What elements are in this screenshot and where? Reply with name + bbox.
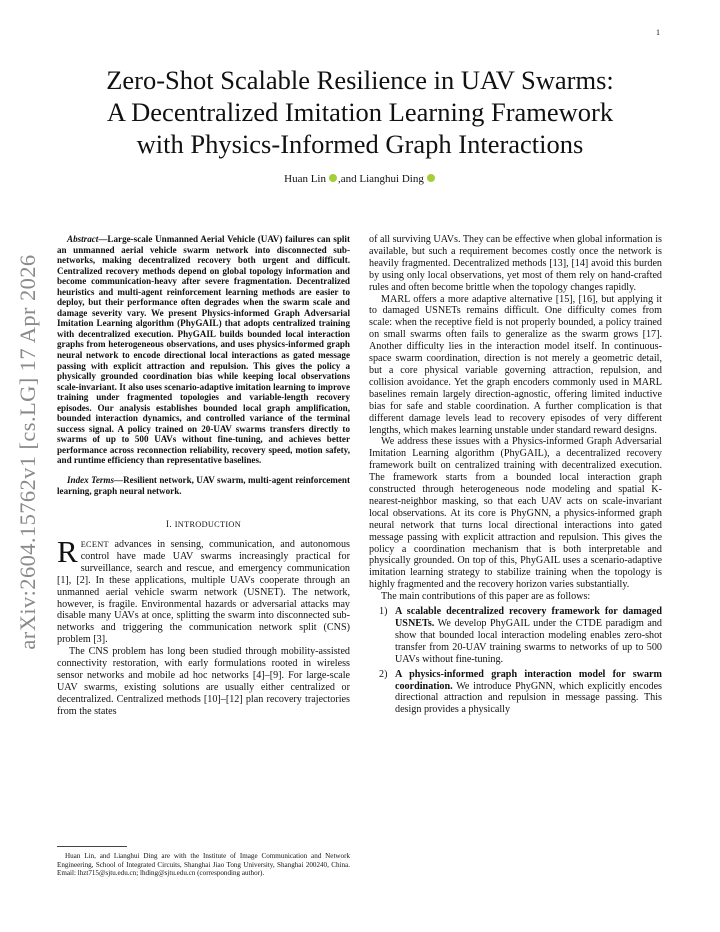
right-column <box>369 234 662 719</box>
footnote-rule <box>57 846 127 847</box>
index-terms-lead: Index Terms <box>67 475 115 486</box>
author-list <box>60 173 660 185</box>
abstract-lead: Abstract <box>67 234 99 244</box>
contribution-text: We introduce PhyGNN, which explicitly encodes directional attraction and repulsion in message passing. This design provides a physically <box>395 680 662 716</box>
title-line-2: A Decentralized Imitation Learning Framework <box>106 97 614 127</box>
intro-smallcaps: ECENT <box>80 540 109 550</box>
paper-title <box>60 64 660 160</box>
right-paragraph-2: MARL offers a more adaptive alternative [15], [16], but applying it to damaged USNETs remains difficult. One difficulty comes from scale: when the receptive field is not properly bounded, a policy trained on small swarms often fails to generalize as the swarm grows [17]. Another difficulty lies in the interaction model itself. In continuous-space swarm coordination, direction is not merely a geometric detail, but a core physical variable governing attraction, repulsion, and collision avoidance. Yet the graph encoders commonly used in MARL baselines remain largely direction-agnostic, offering limited inductive bias for safe and stable coordination. A further complication is that different damage levels lead to recovery episodes of very different lengths, which makes learning unstable under standard reward designs. <box>369 293 662 436</box>
contribution-list <box>369 606 662 716</box>
intro-paragraph-1 <box>57 534 350 646</box>
contribution-text: We develop PhyGAIL under the CTDE paradigm and show that bounded local interaction modeling enables zero-shot transfer from 20-UAV training swarms to networks of up to 500 UAVs without fine-tuning. <box>395 618 662 665</box>
intro-p1-text: advances in sensing, communication, and autonomous control have made UAV swarms increasingly practical for surveillance, search and rescue, and emergency communication [1], [2]. In these applications, multiple UAVs cooperate through an unmanned aerial vehicle swarm network (USNET). The network, however, is fragile. Environmental hazards or adversarial attacks may disable many UAVs at once, splitting the swarm into disconnected sub-networks and triggering the communication network split (CNS) problem [3]. <box>57 539 350 646</box>
orcid-icon[interactable] <box>329 174 337 182</box>
section-title: INTRODUCTION <box>174 520 241 530</box>
index-terms-text: —Resilient network, UAV swarm, multi-agent reinforcement learning, graph neural network. <box>57 475 350 496</box>
list-item <box>369 606 662 666</box>
section-heading <box>57 519 350 531</box>
left-column <box>57 234 350 718</box>
abstract <box>57 234 350 466</box>
title-line-3: with Physics-Informed Graph Interactions <box>136 129 584 159</box>
right-paragraph-4: The main contributions of this paper are as follows: <box>381 591 591 603</box>
index-terms <box>57 475 350 496</box>
section-number: I. <box>166 519 173 530</box>
right-paragraph-3: We address these issues with a Physics-informed Graph Adversarial Imitation Learning algorithm (PhyGAIL), a decentralized recovery framework built on centralized training with decentralized execution. The framework starts from a bounded local interaction graph constructed through heterogeneous node modeling and spatial K-nearest-neighbor masking, so that each UAV acts on scale-invariant local observations. At its core is PhyGNN, a physics-informed graph neural network that turns local directional interactions into gated message passing with explicit attraction and repulsion. This gives the policy a coordination mechanism that is both interpretable and physically grounded. On top of this, PhyGAIL uses a scenario-adaptive imitation learning strategy to stabilize training when the topology is highly fragmented and the recovery horizon varies substantially. <box>369 436 662 591</box>
author-2: Lianghui Ding <box>359 173 424 185</box>
intro-paragraph-2: The CNS problem has long been studied through mobility-assisted connectivity restoration, with early formulations rooted in wireless sensor networks and mobile ad hoc networks [4]–[9]. For large-scale UAV swarms, existing solutions are usually either centralized or decentralized. Centralized methods [10]–[12] plan recovery trajectories from the states <box>57 646 350 717</box>
right-paragraph-1: of all surviving UAVs. They can be effective when global information is available, but such a requirement becomes costly once the network is heavily fragmented. Decentralized methods [13], [14] avoid this burden by using only local observations, yet most of them rely on hand-crafted rules and often become brittle when the topology changes rapidly. <box>369 234 662 293</box>
abstract-text: —Large-scale Unmanned Aerial Vehicle (UAV) failures can split an unmanned aerial vehicle swarm network into disconnected sub-networks, making decentralized recovery both urgent and difficult. Centralized recovery methods depend on global topology information and become communication-heavy after severe fragmentation. Decentralized heuristics and multi-agent reinforcement learning methods are easier to deploy, but their performance often degrades when the swarm scale and damage severity vary. We present Physics-informed Graph Adversarial Imitation Learning algorithm (PhyGAIL) that adopts centralized training with decentralized execution. PhyGAIL builds bounded local interaction graphs from heterogeneous observations, and uses physics-informed graph neural network to encode directional local interactions as gated message passing with explicit attraction and repulsion. This gives the policy a physically grounded coordination bias while keeping local observations scale-invariant. It also uses scenario-adaptive imitation learning to improve training under fragmented topologies and variable-length recovery episodes. Our analysis establishes bounded local graph amplification, bounded interaction dynamics, and controlled variance of the terminal success signal. A policy trained on 20-UAV swarms transfers directly to swarms of up to 500 UAVs without fine-tuning, and achieves better performance across reconnection reliability, recovery speed, motion safety, and runtime efficiency than representative baselines. <box>57 234 350 466</box>
author-separator: ,and <box>338 173 357 185</box>
page-number: 1 <box>656 28 660 37</box>
list-number: 2) <box>379 668 388 680</box>
footnote: Huan Lin, and Lianghui Ding are with the Institute of Image Communication and Network Engineering, School of Integrated Circuits, Shanghai Jiao Tong University, Shanghai 200240, China. Email: lhzt715@sjtu.edu.cn; lhding@sjtu.edu.cn (corresponding author). <box>57 852 350 878</box>
title-line-1: Zero-Shot Scalable Resilience in UAV Swarms: <box>106 65 614 95</box>
contribution-bold: A scalable decentralized recovery framework for damaged USNETs. <box>395 606 662 629</box>
arxiv-stamp[interactable]: arXiv:2604.15762v1 [cs.LG] 17 Apr 2026 <box>15 254 40 650</box>
orcid-icon[interactable] <box>427 174 435 182</box>
contribution-bold: A physics-informed graph interaction model for swarm coordination. <box>395 668 662 692</box>
list-item <box>369 669 662 717</box>
list-number: 1) <box>379 606 388 618</box>
author-1: Huan Lin <box>284 173 326 185</box>
drop-cap: R <box>57 534 78 570</box>
